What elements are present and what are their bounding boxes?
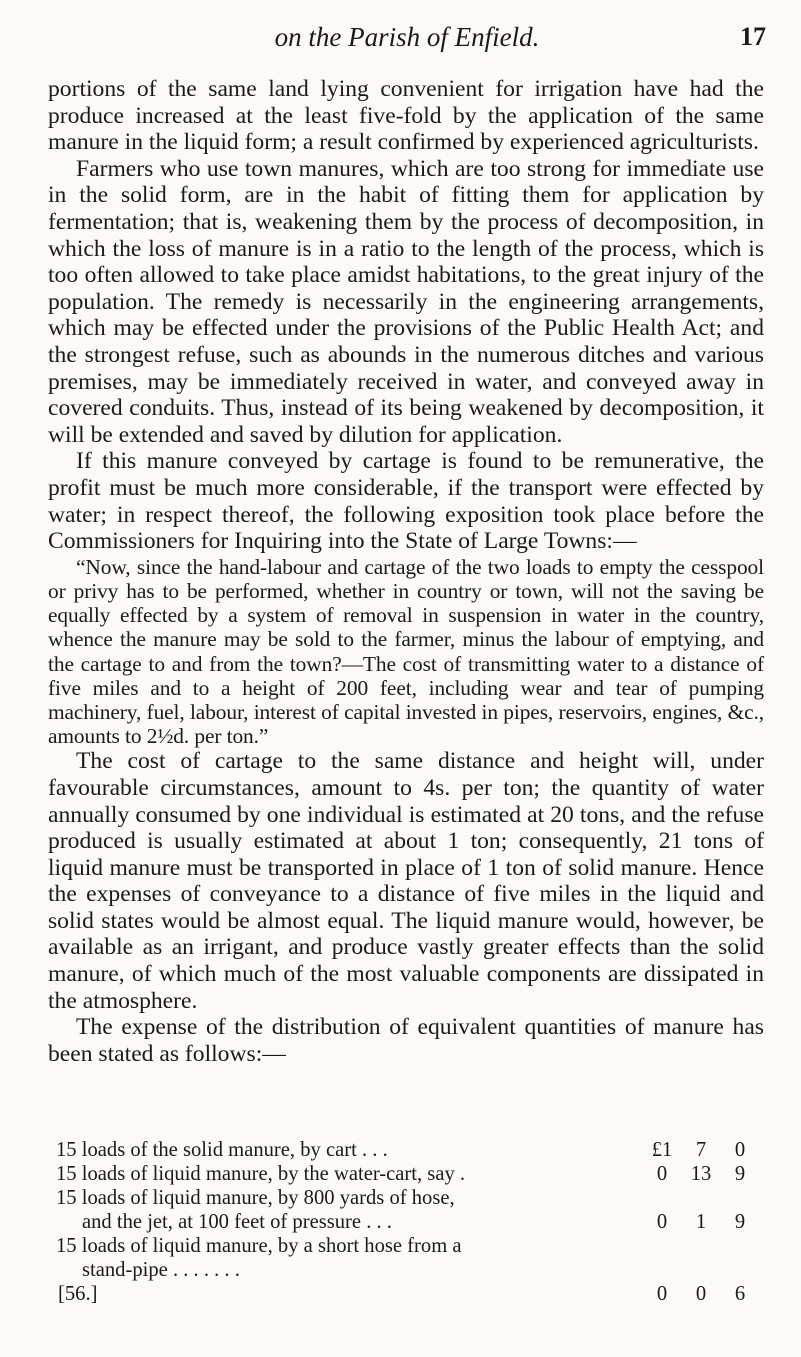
row-amount — [644, 1282, 758, 1306]
row-description-continued: stand-pipe — [82, 1259, 168, 1281]
page-number: 17 — [740, 22, 766, 51]
pounds-value: £1 — [651, 1139, 673, 1161]
page-header — [48, 18, 766, 58]
pounds-value: 0 — [656, 1163, 668, 1185]
paragraph-4-quotation: “Now, since the hand-labour and cartage of the two loads to empty the cesspool or privy has to be performed, whether in country or town, will not the saving be equally effected by a system of removal in suspension in water in the country, whence the manure may be sold to the farmer, minus the labour of emptying, and the cartage to and from the town?—The cost of transmitting water to a distance of five miles and to a height of 200 feet, including wear and tear of pumping machinery, fuel, labour, interest of capital invested in pipes, reservoirs, engines, &c., amounts to 2½d. per ton.” — [48, 554, 764, 749]
paragraph-3: If this manure conveyed by cartage is found to be remunerative, the profit must be much more considerable, if the transport were effected by water; in respect thereof, the following exposition took place before the Commissioners for Inquiring into the State of Large Towns:— — [48, 448, 764, 555]
signature-mark: [56.] — [58, 1283, 98, 1305]
body-text — [48, 76, 764, 1067]
paragraph-5: The cost of cartage to the same distance and height will, under favourable circumstances, amount to 4s. per ton; the quantity of water annually consumed by one individual is estimated at 20 tons, and the refuse produced is usually estimated at about 1 ton; consequently, 21 tons of liquid manure must be transported in place of 1 ton of solid manure. Hence the expenses of conveyance to a distance of five miles in the liquid and solid states would be almost equal. The liquid manure would, however, be available as an irrigant, and produce vastly greater effects than the solid manure, of which much of the most valuable components are dissipated in the atmosphere. — [48, 748, 764, 1014]
paragraph-1: portions of the same land lying convenient for irrigation have had the produce increased at the least five-fold by the application of the same manure in the liquid form; a result confirmed by experienced agriculturists. — [48, 76, 764, 156]
shillings-value: 7 — [695, 1139, 707, 1161]
shillings-value: 0 — [695, 1283, 707, 1305]
dot-leader: . — [454, 1163, 466, 1185]
row-description: 15 loads of liquid manure, by the water-cart, say — [56, 1163, 455, 1185]
pounds-value: 0 — [656, 1211, 668, 1233]
currency-symbol: £ — [651, 1139, 662, 1161]
running-title: on the Parish of Enfield. — [274, 22, 540, 52]
shillings-value: 1 — [695, 1211, 707, 1233]
pounds-value: 0 — [656, 1283, 668, 1305]
pence-value: 9 — [734, 1211, 746, 1233]
row-description-continued: and the jet, at 100 feet of pressure — [82, 1211, 362, 1233]
row-description: 15 loads of liquid manure, by a short hose from a — [56, 1235, 462, 1257]
dot-leader: . . . — [356, 1139, 388, 1161]
row-description: 15 loads of the solid manure, by cart — [56, 1139, 357, 1161]
pence-value: 6 — [734, 1283, 746, 1305]
cost-table — [56, 1138, 758, 1306]
row-description: 15 loads of liquid manure, by 800 yards of hose, — [56, 1187, 455, 1209]
dot-leader: . . . . . . . — [167, 1259, 240, 1281]
table-row — [56, 1162, 758, 1186]
paragraph-2: Farmers who use town manures, which are too strong for immediate use in the solid form, are in the habit of fitting them for application by fermentation; that is, weakening them by the process of decomposition, in which the loss of manure is in a ratio to the length of the process, which is too often allowed to take place amidst habitations, to the great injury of the population. The remedy is necessarily in the engineering arrangements, which may be effected under the provisions of the Public Health Act; and the strongest refuse, such as abounds in the numerous ditches and various premises, may be immediately received in water, and conveyed away in covered conduits. Thus, instead of its being weakened by decomposition, it will be extended and saved by dilution for application. — [48, 155, 764, 448]
table-row — [56, 1234, 758, 1306]
table-row — [56, 1138, 758, 1162]
shillings-value: 13 — [690, 1163, 712, 1185]
paragraph-6: The expense of the distribution of equivalent quantities of manure has been stated as follows:— — [48, 1014, 764, 1067]
dot-leader: . . . — [361, 1211, 392, 1233]
pence-value: 0 — [734, 1139, 746, 1161]
row-amount — [644, 1210, 758, 1234]
row-amount — [644, 1138, 758, 1162]
pence-value: 9 — [734, 1163, 746, 1185]
table-row — [56, 1186, 758, 1234]
row-amount — [644, 1162, 758, 1186]
